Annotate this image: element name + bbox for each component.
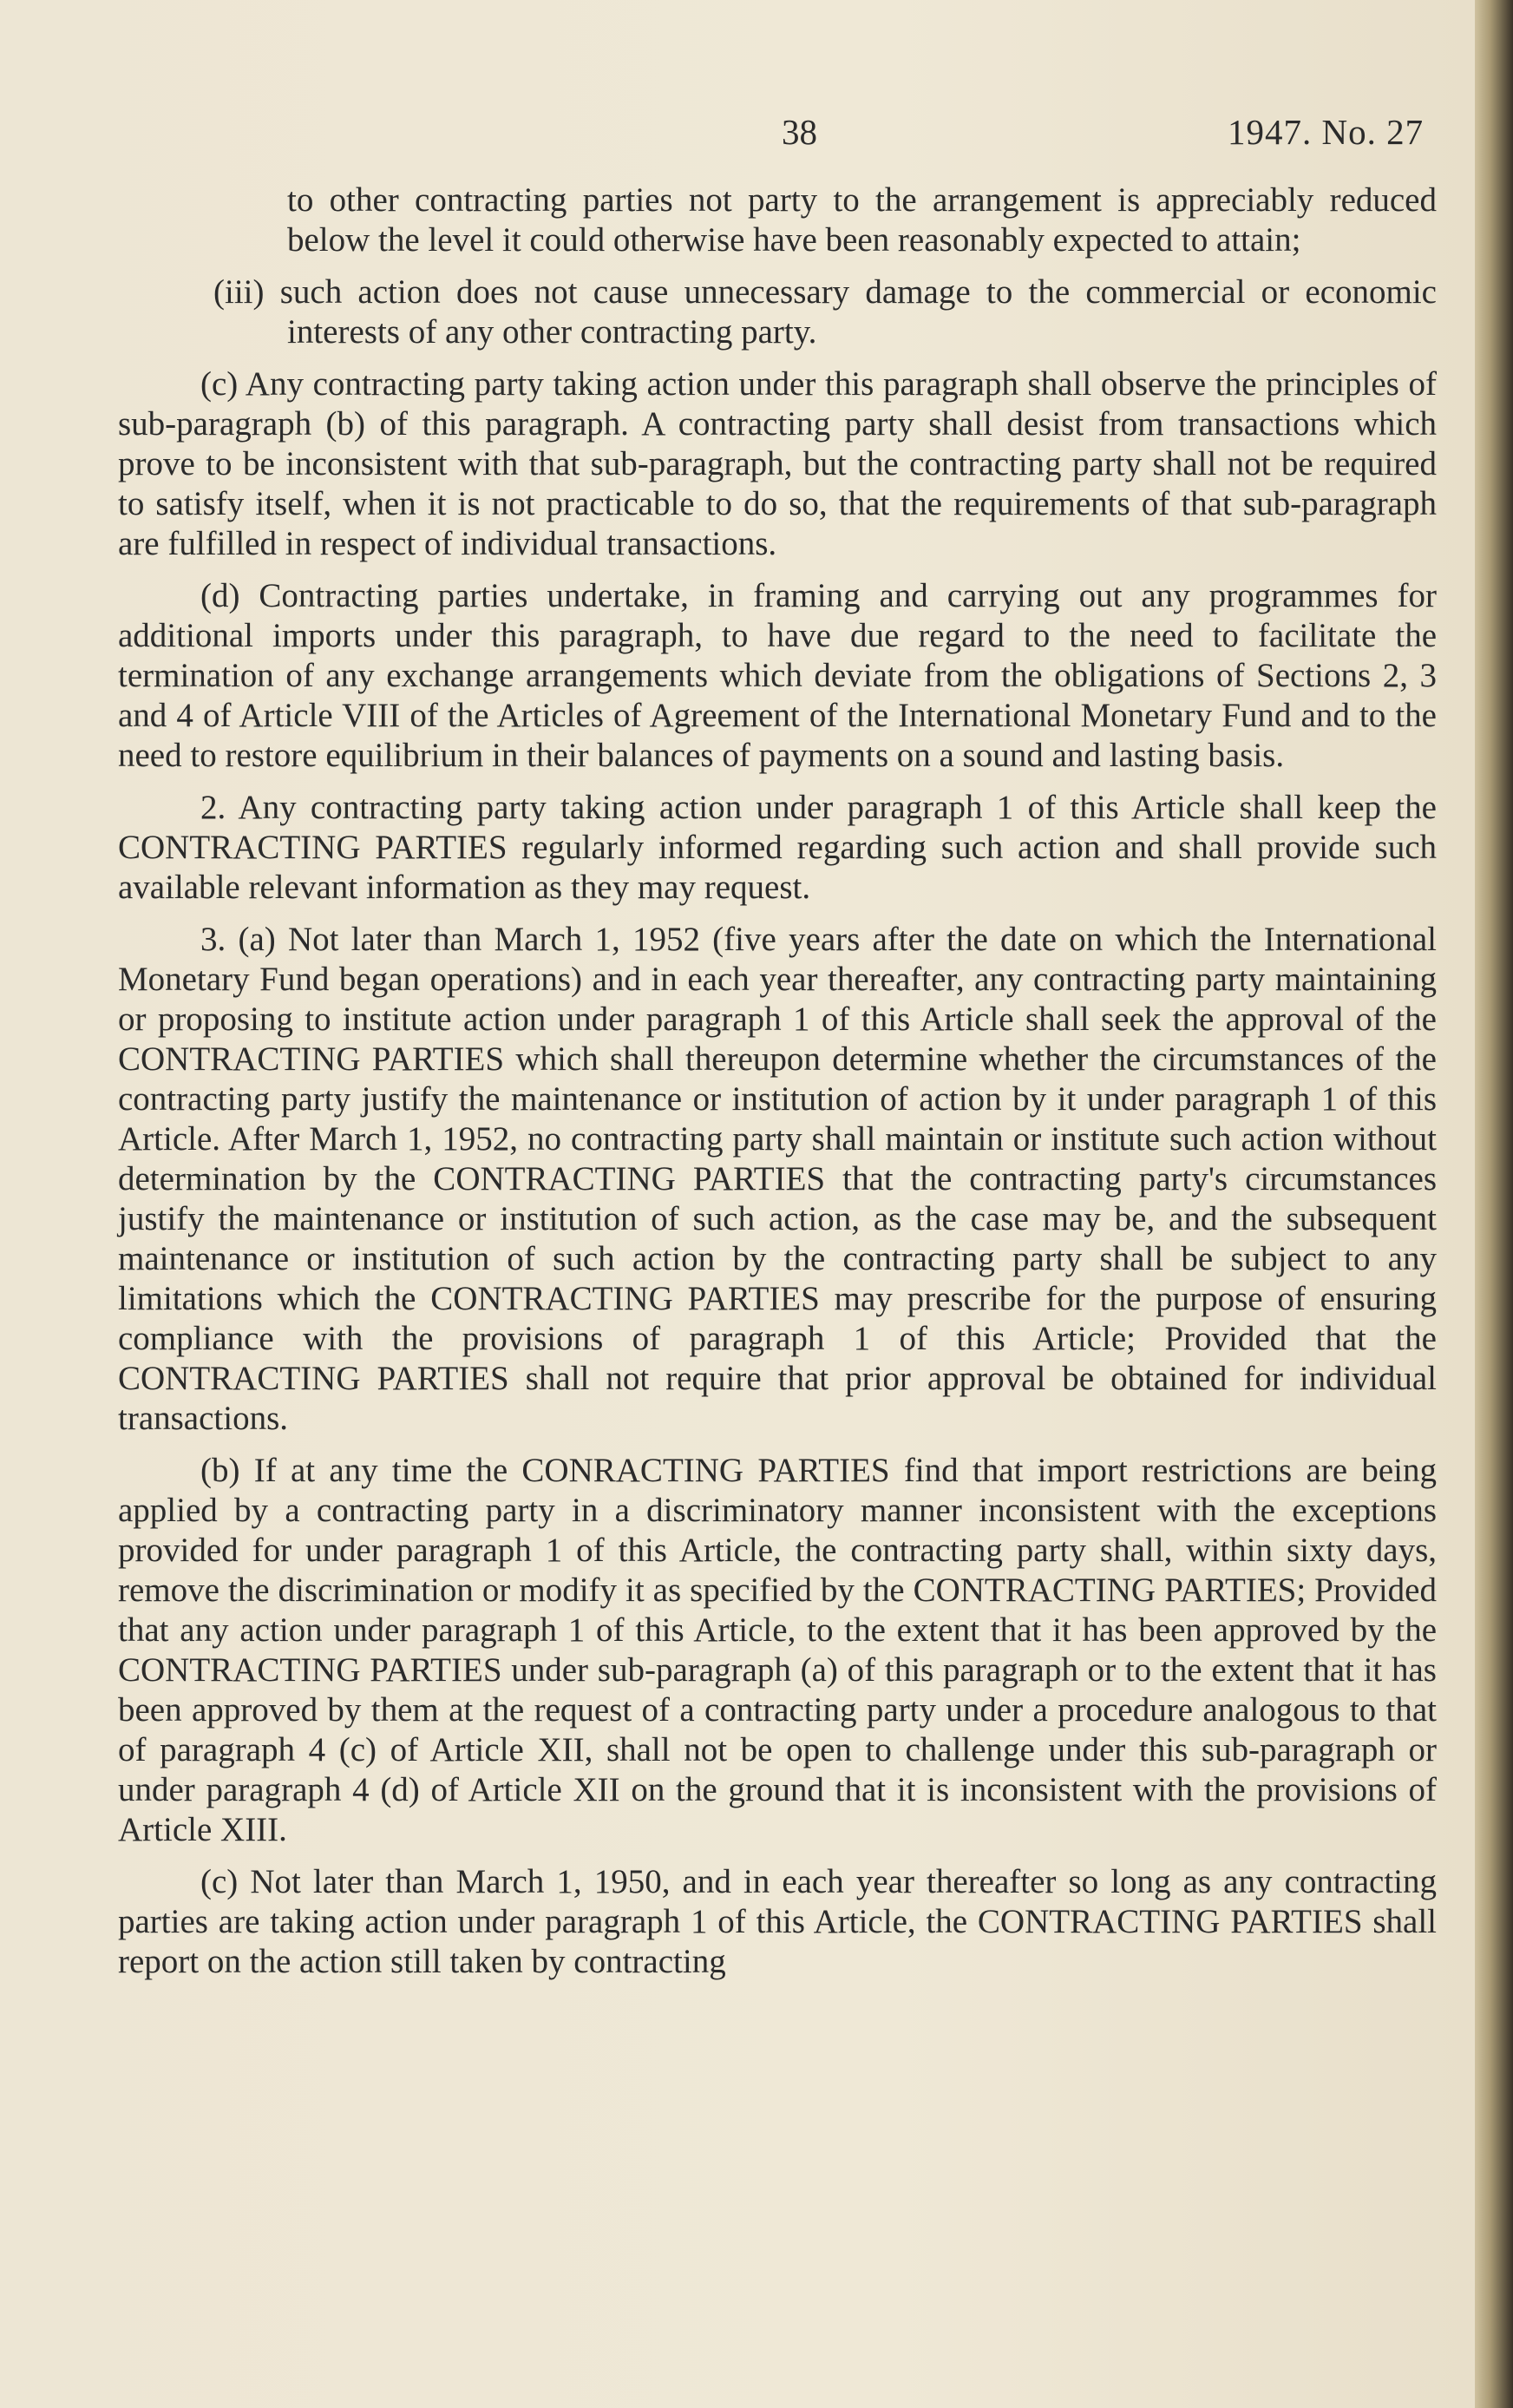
paragraph-3c: (c) Not later than March 1, 1950, and in each year thereafter so long as any contracting parties are taking action under paragraph 1 of this Article, the CONTRACTING PARTIES shall report on the action still taken by contracting: [118, 1863, 1437, 1980]
year-and-number: 1947. No. 27: [1228, 112, 1425, 152]
body-text: [118, 180, 1437, 1994]
paragraph-1d: (d) Contracting parties undertake, in framing and carrying out any programmes for additional imports under this paragraph, to have due regard to the need to facilitate the termination of any exchange arrangements which deviate from the obligations of Sections 2, 3 and 4 of Article VIII of the Articles of Agreement of the International Monetary Fund and to the need to restore equilibrium in their balances of payments on a sound and lasting basis.: [118, 577, 1437, 774]
paragraph-2: 2. Any contracting party taking action under paragraph 1 of this Article shall keep the CONTRACTING PARTIES regularly informed regarding such action and shall provide such available relevant information as they may request.: [118, 789, 1437, 906]
paragraph-3a: 3. (a) Not later than March 1, 1952 (five years after the date on which the International Monetary Fund began operations) and in each year thereafter, any contracting party maintaining or proposing to institute action under paragraph 1 of this Article shall seek the approval of the CONTRACTING PARTIES which shall thereupon determine whether the circumstances of the contracting party justify the maintenance or institution of action by it under paragraph 1 of this Article. After March 1, 1952, no contracting party shall maintain or institute such action without determination by the CONTRACTING PARTIES that the contracting party's circumstances justify the maintenance or institution of such action, as the case may be, and the subsequent maintenance or institution of such action by the contracting party shall be subject to any limitations which the CONTRACTING PARTIES may prescribe for the purpose of ensuring compliance with the provisions of paragraph 1 of this Article; Provided that the CONTRACTING PARTIES shall not require that prior approval be obtained for individual transactions.: [118, 921, 1437, 1437]
paragraph-item-iii: (iii) such action does not cause unnecessary damage to the commercial or economic interests of any other contracting party.: [213, 273, 1437, 351]
page-number: 38: [782, 112, 817, 152]
paragraph-3b: (b) If at any time the CONRACTING PARTIES find that import restrictions are being applied by a contracting party in a discriminatory manner inconsistent with the exceptions provided for under paragraph 1 of this Article, the contracting party shall, within sixty days, remove the discrimination or modify it as specified by the CONTRACTING PARTIES; Provided that any action under paragraph 1 of this Article, to the extent that it has been approved by the CONTRACTING PARTIES under sub-paragraph (a) of this paragraph or to the extent that it has been approved by them at the request of a contracting party under a procedure analogous to that of paragraph 4 (c) of Article XII, shall not be open to challenge under this sub-paragraph or under paragraph 4 (d) of Article XII on the ground that it is inconsistent with the provisions of Article XIII.: [118, 1452, 1437, 1848]
book-spine-edge: [1475, 0, 1513, 2408]
paragraph-1c: (c) Any contracting party taking action under this paragraph shall observe the principles of sub-paragraph (b) of this paragraph. A contracting party shall desist from transactions which prove to be inconsistent with that sub-paragraph, but the contracting party shall not be required to satisfy itself, when it is not practicable to do so, that the requirements of that sub-paragraph are fulfilled in respect of individual transactions.: [118, 365, 1437, 562]
page-header: [0, 111, 1475, 163]
paragraph-continuation: to other contracting parties not party to the arrangement is appreciably reduced below the level it could otherwise have been reasonably expected to attain;: [287, 181, 1437, 259]
